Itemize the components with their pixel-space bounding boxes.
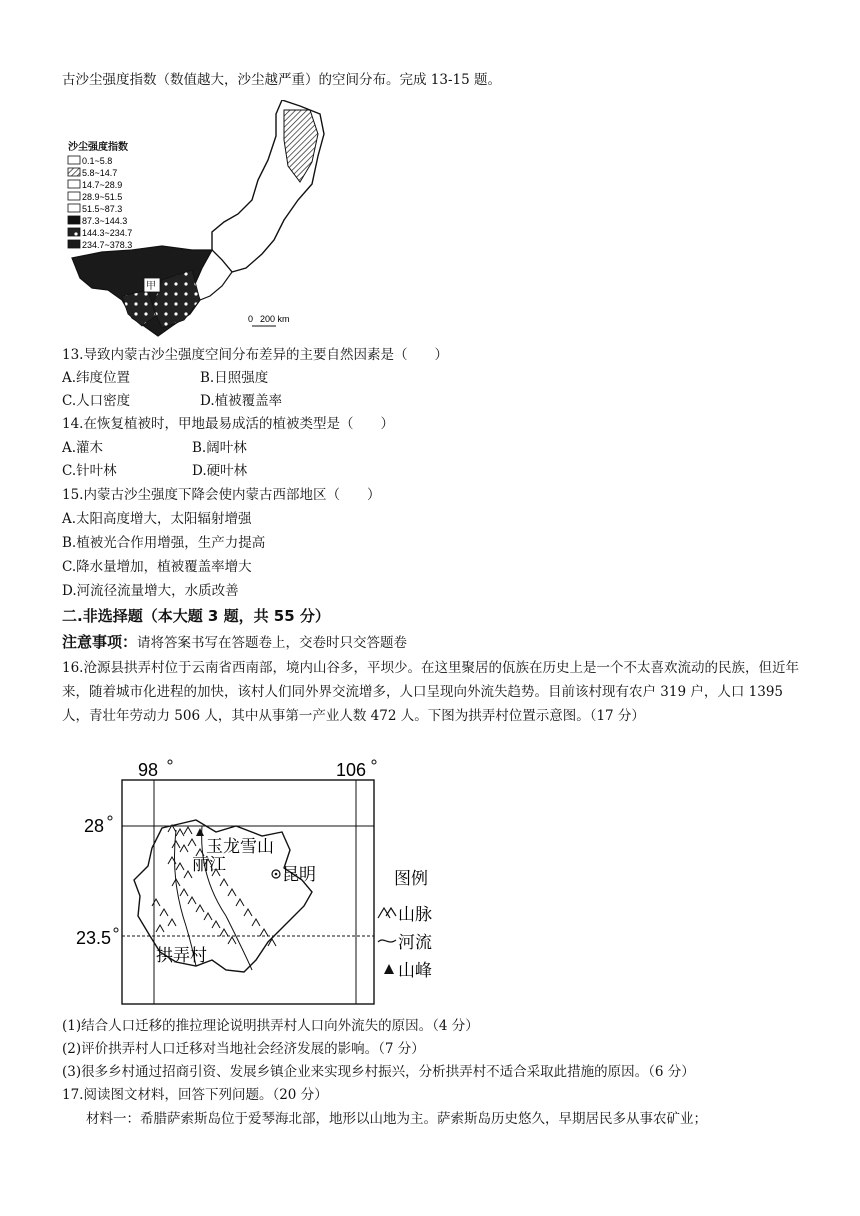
degree-mark [108,816,112,820]
village-location-map [76,756,496,1011]
q15-option-a: A.太阳高度增大，太阳辐射增强 [62,511,252,527]
q14-option-d: D.硬叶林 [192,463,248,479]
legend-swatch [68,228,80,236]
legend-swatch [68,168,80,176]
legend-label: 14.7~28.9 [82,180,123,190]
q16-sub1: (1)结合人口迁移的推拉理论说明拱弄村人口向外流失的原因。（4 分） [62,1018,479,1034]
label-lijiang: 丽江 [192,855,226,874]
lon-left-label: 98 [138,760,159,780]
degree-mark [168,760,172,764]
legend-label: 144.3~234.7 [82,228,133,238]
q13-option-d: D.植被覆盖率 [200,393,283,409]
legend2-title: 图例 [394,869,428,888]
legend-mountains-label: 山脉 [398,905,432,924]
q15-option-c: C.降水量增加，植被覆盖率增大 [62,559,252,575]
legend-label: 5.8~14.7 [82,168,118,178]
q15-option-b: B.植被光合作用增强，生产力提高 [62,535,266,551]
legend-title: 沙尘强度指数 [68,142,128,153]
legend-river-icon [378,940,396,942]
scale-label: 200 km [260,314,290,324]
legend-peak-icon [384,964,394,974]
q14-stem: 14.在恢复植被时，甲地最易成活的植被类型是（ ） [62,416,394,432]
legend-label: 51.5~87.3 [82,204,123,214]
degree-mark [372,760,376,764]
q16-paragraph: 16.沧源县拱弄村位于云南省西南部，境内山谷多，平坝少。在这里聚居的佤族在历史上是一个不太喜欢流动的民族，但近年来，随着城市化进程的加快，该村人们同外界交流增多，人口呈现向外流失趋势。目前该村现有农户 319 户，人口 1395 人，青壮年劳动力 506 人，其中从事第一产业人数 472 人。下图为拱弄村位置示意图。（17 分） [62,660,799,724]
notice-label: 注意事项： [62,633,138,651]
legend-peak-label: 山峰 [398,961,432,980]
legend-river-label: 河流 [398,933,432,952]
q17-material1: 材料一：希腊萨索斯岛位于爱琴海北部，地形以山地为主。萨索斯岛历史悠久，早期居民多从事农矿业； [86,1111,707,1127]
legend-label: 234.7~378.3 [82,240,133,250]
scale-zero: 0 [248,314,254,324]
q16-sub3: (3)很多乡村通过招商引资、发展乡镇企业来实现乡村振兴，分析拱弄村不适合采取此措施的原因。（6 分） [62,1064,695,1080]
legend-swatch [68,156,80,164]
region-label-jia: 甲 [146,281,156,292]
label-gongnong-village: 拱弄村 [156,946,207,965]
peak-icon [196,828,204,836]
notice-text: 请将答案书写在答题卷上，交卷时只交答题卷 [137,635,408,651]
legend [68,156,132,250]
legend-label: 28.9~51.5 [82,192,123,202]
lat-bottom-label: 23.5 [76,928,112,948]
legend-swatch [68,180,80,188]
q13-option-a: A.纬度位置 [62,370,131,386]
q14-option-b: B.阔叶林 [192,440,247,456]
legend-mountains-icon [378,908,396,918]
section2-title: 二.非选择题（本大题 3 题，共 55 分） [62,607,330,625]
section2-notice [62,632,407,653]
dust-intensity-map [62,100,362,340]
lon-right-label: 106 [336,760,367,780]
map-frame [122,780,374,1004]
q13-stem: 13.导致内蒙古沙尘强度空间分布差异的主要自然因素是（ ） [62,347,448,363]
label-yulong-mountain: 玉龙雪山 [206,837,274,856]
q15-stem: 15.内蒙古沙尘强度下降会使内蒙古西部地区（ ） [62,487,381,503]
kunming-city-dot [275,873,278,876]
legend-swatch [68,240,80,248]
degree-mark [114,928,118,932]
q15-option-d: D.河流径流量增大，水质改善 [62,583,239,599]
legend-swatch [68,216,80,224]
legend-label: 87.3~144.3 [82,216,128,226]
legend-swatch [68,192,80,200]
q14-option-c: C.针叶林 [62,463,117,479]
q14-option-a: A.灌木 [62,440,104,456]
q16-sub2: (2)评价拱弄村人口迁移对当地社会经济发展的影响。（7 分） [62,1041,425,1057]
q13-option-c: C.人口密度 [62,393,131,409]
intro-text: 古沙尘强度指数（数值越大，沙尘越严重）的空间分布。完成 13-15 题。 [62,72,501,88]
legend-swatch [68,204,80,212]
q17-stem: 17.阅读图文材料，回答下列问题。（20 分） [62,1087,328,1103]
lat-top-label: 28 [84,816,105,836]
legend-label: 0.1~5.8 [82,156,113,166]
label-kunming: 昆明 [282,865,316,884]
q13-option-b: B.日照强度 [200,370,269,386]
